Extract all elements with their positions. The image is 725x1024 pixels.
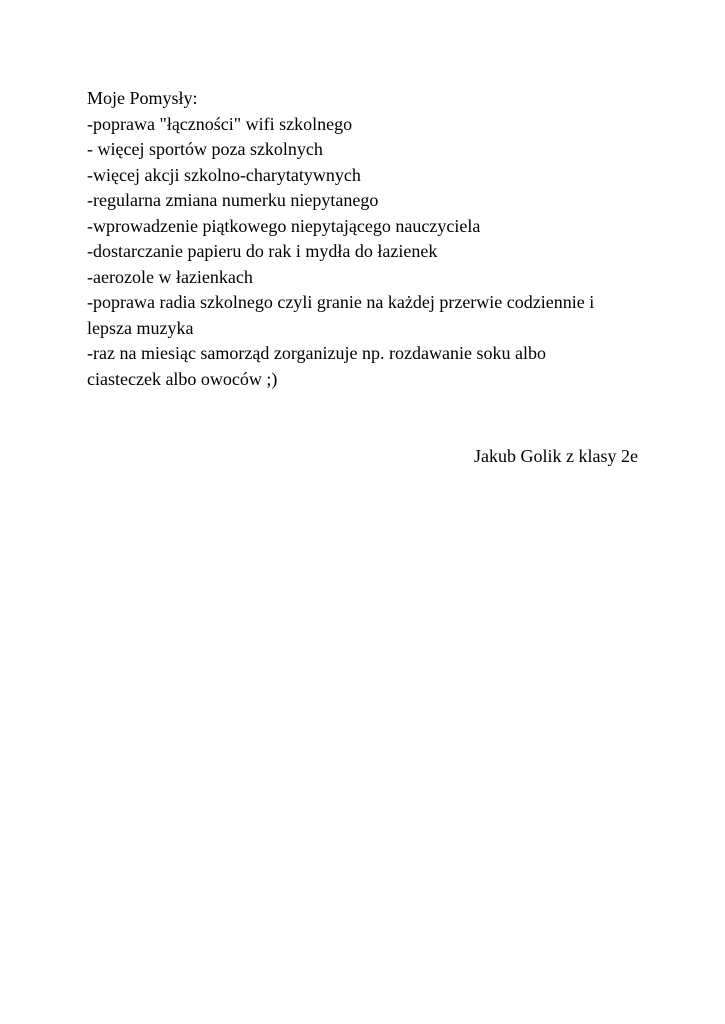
idea-item-aerosols: -aerozole w łazienkach xyxy=(87,266,253,287)
idea-item-sports: - więcej sportów poza szkolnych xyxy=(87,139,323,159)
idea-item-charity: -więcej akcji szkolno-charytatywnych xyxy=(87,164,361,185)
idea-item-monthly-continued: ciasteczek albo owoców ;) xyxy=(87,368,278,389)
document-body xyxy=(87,86,647,392)
idea-item-teacher: -wprowadzenie piątkowego niepytającego nauczyciela xyxy=(87,215,481,236)
idea-item-monthly: -raz na miesiąc samorząd zorganizuje np. rozdawanie soku albo xyxy=(87,343,546,363)
idea-item-number: -regularna zmiana numerku niepytanego xyxy=(87,190,379,210)
document-heading: Moje Pomysły: xyxy=(87,88,198,108)
idea-item-radio: -poprawa radia szkolnego czyli granie na każdej przerwie codziennie i xyxy=(87,292,595,312)
signature: Jakub Golik z klasy 2e xyxy=(474,446,638,466)
idea-item-supplies: -dostarczanie papieru do rak i mydła do łazienek xyxy=(87,241,438,261)
idea-item-wifi: -poprawa "łączności" wifi szkolnego xyxy=(87,113,353,134)
idea-item-radio-continued: lepsza muzyka xyxy=(87,317,194,338)
